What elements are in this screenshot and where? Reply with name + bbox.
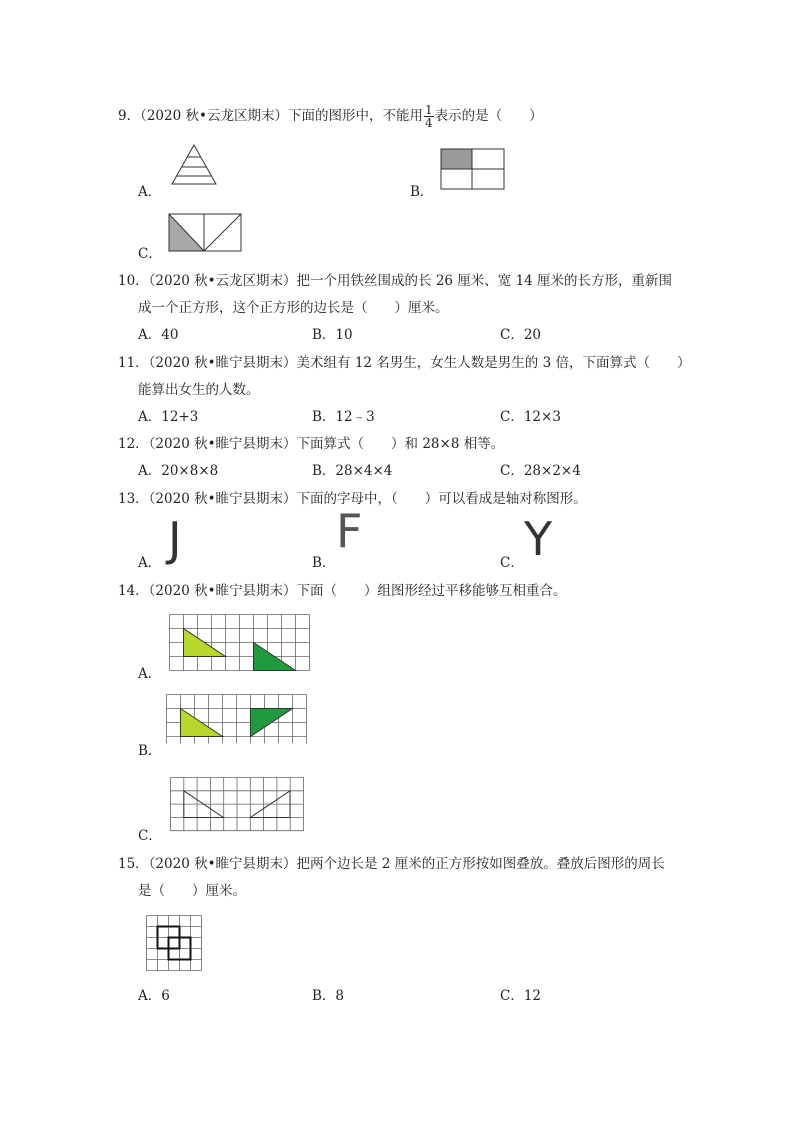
fraction-denominator: 4 (424, 116, 433, 130)
q13-option-b[interactable]: B． (312, 555, 336, 571)
question-10-line2: 成一个正方形，这个正方形的边长是（ ）厘米。 (138, 300, 449, 316)
question-9-text-after: 表示的是（ ） (434, 108, 543, 124)
q12-option-a[interactable]: A．20×8×8 (138, 463, 219, 479)
q14-grid-c (170, 777, 304, 831)
q10-option-b[interactable]: B．10 (312, 327, 353, 343)
q12-option-b[interactable]: B．28×4×4 (312, 463, 393, 479)
fraction-one-quarter (424, 104, 434, 129)
q11-option-a[interactable]: A．12+3 (138, 409, 199, 425)
question-15-line2: 是（ ）厘米。 (138, 883, 246, 899)
letter-y-figure: Y (524, 512, 553, 566)
question-12-line1: 12．（2020 秋•睢宁县期末）下面算式（ ）和 28×8 相等。 (118, 436, 505, 452)
letter-f-figure: F (336, 504, 363, 558)
q14-option-a[interactable]: A． (138, 666, 162, 682)
question-15-line1: 15．（2020 秋•睢宁县期末）把两个边长是 2 厘米的正方形按如图叠放。叠放后图形的周长 (118, 856, 665, 872)
q15-option-b[interactable]: B．8 (312, 988, 345, 1004)
q14-grid-b (166, 694, 306, 744)
question-9-number: 9． (118, 108, 141, 124)
q9-option-c[interactable]: C． (138, 246, 162, 262)
q15-overlap-squares-grid (146, 915, 204, 973)
question-10-line1: 10．（2020 秋•云龙区期末）把一个用铁丝围成的长 26 厘米、宽 14 厘米的长方形，重新围 (118, 273, 673, 289)
question-13-line1: 13．（2020 秋•睢宁县期末）下面的字母中，（ ）可以看成是轴对称图形。 (118, 491, 587, 507)
q14-option-b[interactable]: B． (138, 743, 162, 759)
question-11-line1: 11．（2020 秋•睢宁县期末）美术组有 12 名男生，女生人数是男生的 3 倍，下面算式（ ） (118, 355, 691, 371)
letter-j-figure: J (168, 512, 182, 566)
q14-option-c[interactable]: C． (138, 828, 162, 844)
question-9-source: （2020 秋•云龙区期末） (140, 108, 288, 124)
q12-option-c[interactable]: C．28×2×4 (500, 463, 581, 479)
q11-option-b[interactable]: B．12﹣3 (312, 409, 375, 425)
question-9 (118, 104, 543, 129)
q9-triangle-figure (170, 144, 220, 186)
q13-option-c[interactable]: C． (500, 555, 524, 571)
q9-option-a[interactable]: A． (138, 184, 162, 200)
q10-option-a[interactable]: A．40 (138, 327, 179, 343)
q13-option-a[interactable]: A． (138, 555, 162, 571)
q9-rectangle-quarter-figure (440, 148, 506, 190)
q15-option-a[interactable]: A．6 (138, 988, 170, 1004)
q9-split-rectangle-figure (168, 213, 244, 253)
question-11-line2: 能算出女生的人数。 (138, 382, 260, 398)
q11-option-c[interactable]: C．12×3 (500, 409, 561, 425)
q10-option-c[interactable]: C．20 (500, 327, 542, 343)
q15-option-c[interactable]: C．12 (500, 988, 542, 1004)
question-9-text-before: 下面的图形中，不能用 (287, 108, 423, 124)
q9-option-b[interactable]: B． (410, 184, 434, 200)
q14-grid-a (169, 614, 311, 672)
question-14-line1: 14．（2020 秋•睢宁县期末）下面（ ）组图形经过平移能够互相重合。 (118, 583, 567, 599)
fraction-numerator: 1 (424, 103, 433, 117)
